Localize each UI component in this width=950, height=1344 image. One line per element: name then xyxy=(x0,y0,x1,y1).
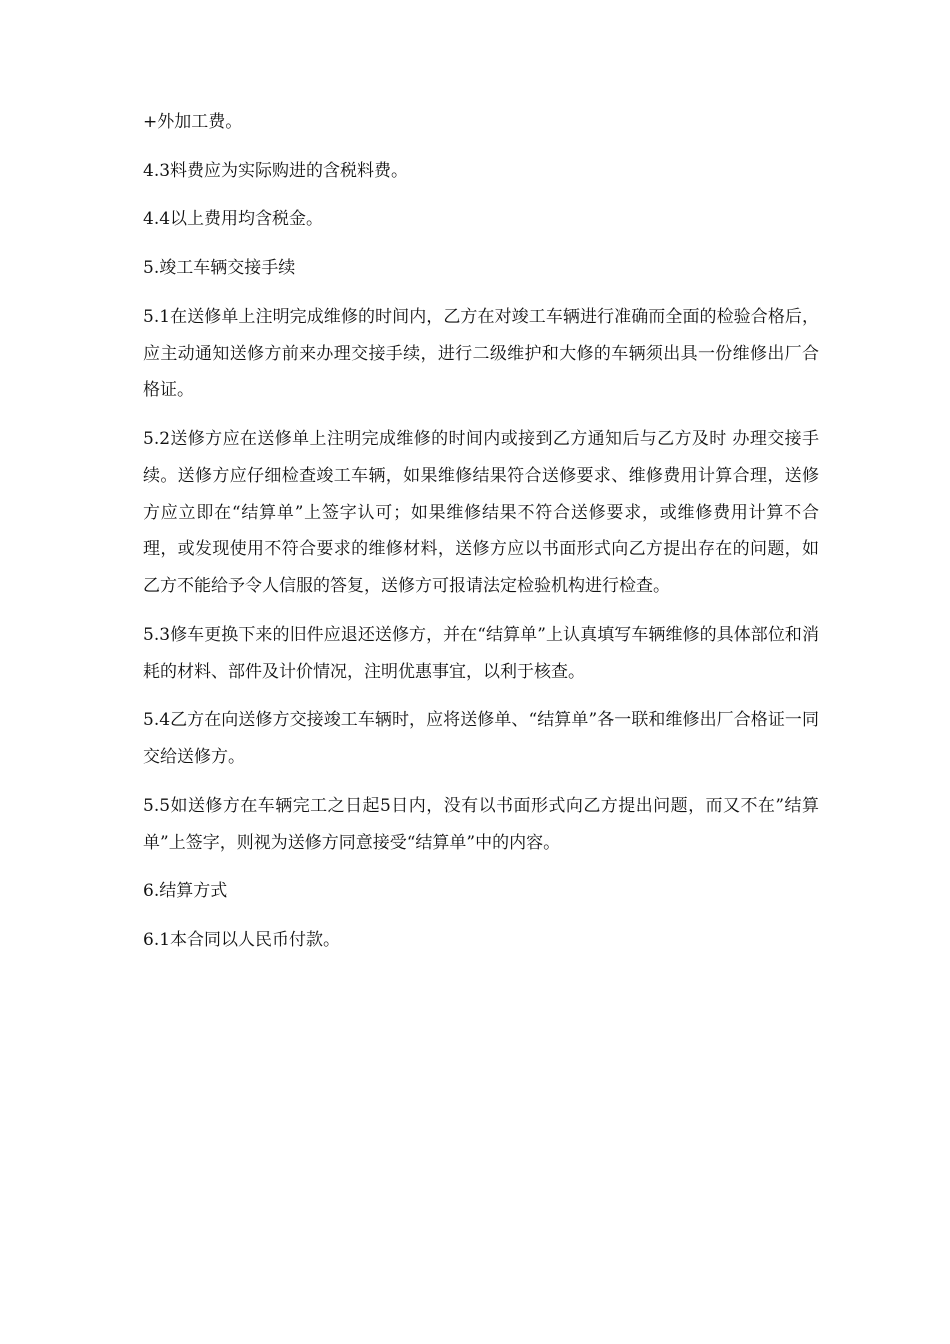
paragraph-5-3: 5.3修车更换下来的旧件应退还送修方，并在“结算单”上认真填写车辆维修的具体部位和消耗的材料、部件及计价情况，注明优惠事宜，以利于核查。 xyxy=(143,624,819,682)
section-heading-6: 6.结算方式 xyxy=(143,881,228,902)
paragraph-4-3: 4.3料费应为实际购进的含税料费。 xyxy=(143,160,409,181)
section-heading-5: 5.竣工车辆交接手续 xyxy=(143,258,296,279)
paragraph-fee-continuation: +外加工费。 xyxy=(143,112,243,132)
paragraph-5-5: 5.5如送修方在车辆完工之日起5日内，没有以书面形式向乙方提出问题，而又不在”结算单”上签字，则视为送修方同意接受“结算单”中的内容。 xyxy=(143,795,819,853)
paragraph-5-4: 5.4乙方在向送修方交接竣工车辆时，应将送修单、“结算单”各一联和维修出厂合格证一同交给送修方。 xyxy=(143,710,819,768)
paragraph-5-2: 5.2送修方应在送修单上注明完成维修的时间内或接到乙方通知后与乙方及时 办理交接手续。送修方应仔细检查竣工车辆，如果维修结果符合送修要求、维修费用计算合理，送修方应立即在“结算单”上签字认可；如果维修结果不符合送修要求，或维修费用计算不合理，或发现使用不符合要求的维修材料，送修方应以书面形式向乙方提出存在的问题，如乙方不能给予令人信服的答复，送修方可报请法定检验机构进行检查。 xyxy=(143,429,819,597)
paragraph-5-1: 5.1在送修单上注明完成维修的时间内，乙方在对竣工车辆进行准确而全面的检验合格后，应主动通知送修方前来办理交接手续，进行二级维护和大修的车辆须出具一份维修出厂合格证。 xyxy=(143,306,819,401)
paragraph-4-4: 4.4以上费用均含税金。 xyxy=(143,209,324,230)
document-body xyxy=(143,104,819,959)
paragraph-6-1: 6.1本合同以人民币付款。 xyxy=(143,930,341,951)
